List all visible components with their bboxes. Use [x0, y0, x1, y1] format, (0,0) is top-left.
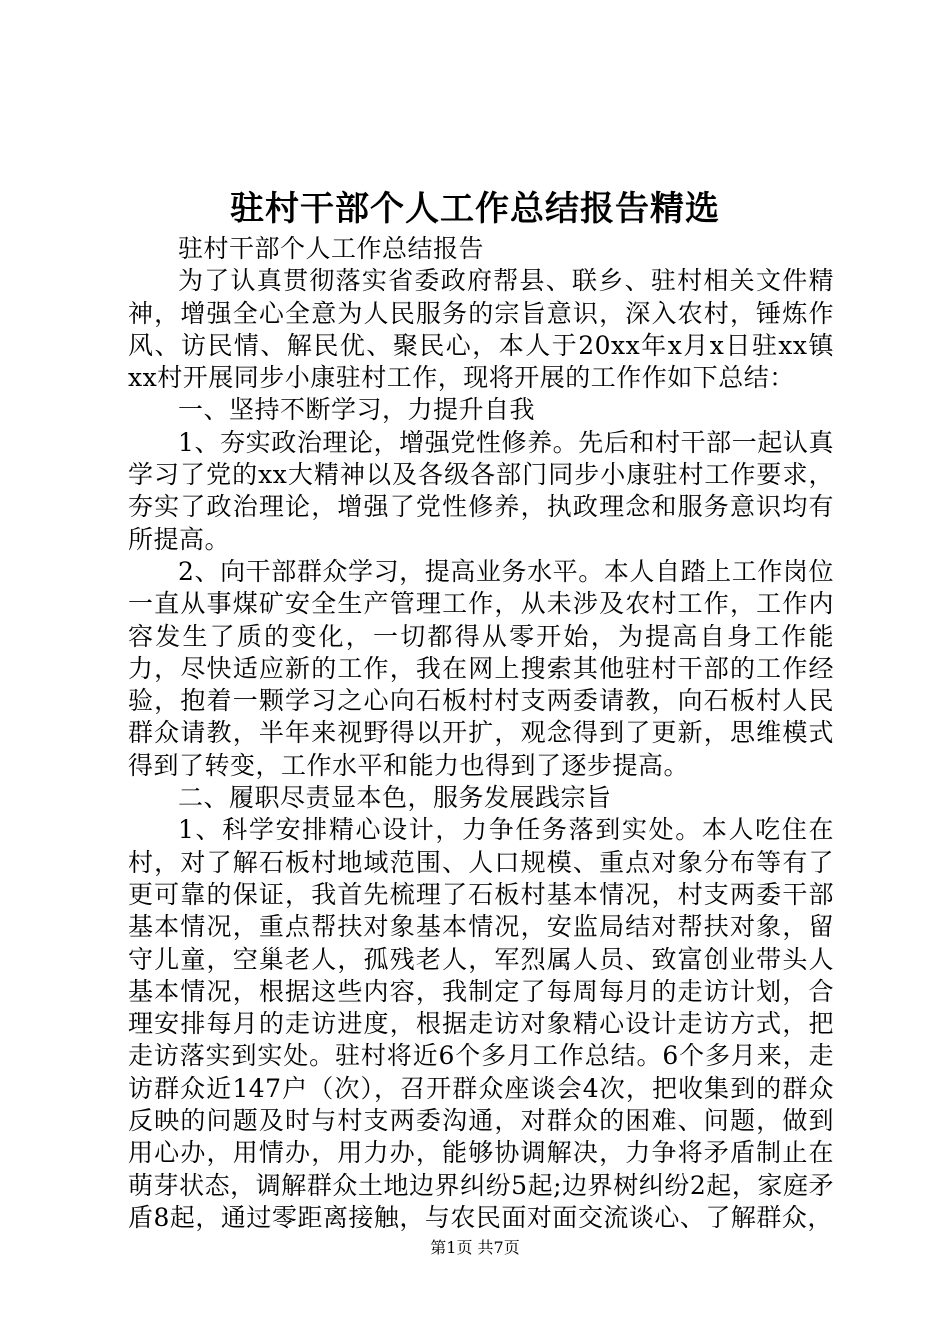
body-paragraph: 1、科学安排精心设计，力争任务落到实处。本人吃住在村，对了解石板村地域范围、人口规模、重点对象分布等有了更可靠的保证，我首先梳理了石板村基本情况，村支两委干部基本情况，重点帮扶对象基本情况，安监局结对帮扶对象，留守儿童，空巢老人，孤残老人，军烈属人员、致富创业带头人基本情况，根据这些内容，我制定了每周每月的走访计划，合理安排每月的走访进度，根据走访对象精心设计走访方式，把走访落实到实处。驻村将近6个多月工作总结。6个多月来，走访群众近147户（次），召开群众座谈会4次，把收集到的群众反映的问题及时与村支两委沟通，对群众的困难、问题，做到用心办，用情办，用力办，能够协调解决，力争将矛盾制止在萌芽状态，调解群众土地边界纠纷5起;边界树纠纷2起，家庭矛盾8起，通过零距离接触，与农民面对面交流谈心、了解群众， [128, 815, 834, 1232]
document-title: 驻村干部个人工作总结报告精选 [230, 189, 720, 229]
section-heading-2: 二、履职尽责显本色，服务发展践宗旨 [178, 783, 612, 813]
body-paragraph-intro: 为了认真贯彻落实省委政府帮县、联乡、驻村相关文件精神，增强全心全意为人民服务的宗旨意识，深入农村，锤炼作风、访民情、解民优、聚民心，本人于20xx年x月x日驻xx镇xx村开展同步小康驻村工作，现将开展的工作作如下总结： [128, 266, 834, 393]
body-paragraph: 2、向干部群众学习，提高业务水平。本人自踏上工作岗位一直从事煤矿安全生产管理工作，从未涉及农村工作，工作内容发生了质的变化，一切都得从零开始，为提高自身工作能力，尽快适应新的工作，我在网上搜索其他驻村干部的工作经验，抱着一颗学习之心向石板村村支两委请教，向石板村人民群众请教，半年来视野得以开扩，观念得到了更新，思维模式得到了转变，工作水平和能力也得到了逐步提高。 [128, 556, 834, 780]
body-paragraph-subtitle: 驻村干部个人工作总结报告 [178, 234, 485, 263]
section-heading-1: 一、坚持不断学习，力提升自我 [178, 395, 536, 425]
body-paragraph: 1、夯实政治理论，增强党性修养。先后和村干部一起认真学习了党的xx大精神以及各级各部门同步小康驻村工作要求，夯实了政治理论，增强了党性修养，执政理念和服务意识均有所提高。 [128, 427, 834, 554]
page-footer: 第1页 共7页 [430, 1238, 520, 1257]
document-body [128, 233, 834, 1234]
